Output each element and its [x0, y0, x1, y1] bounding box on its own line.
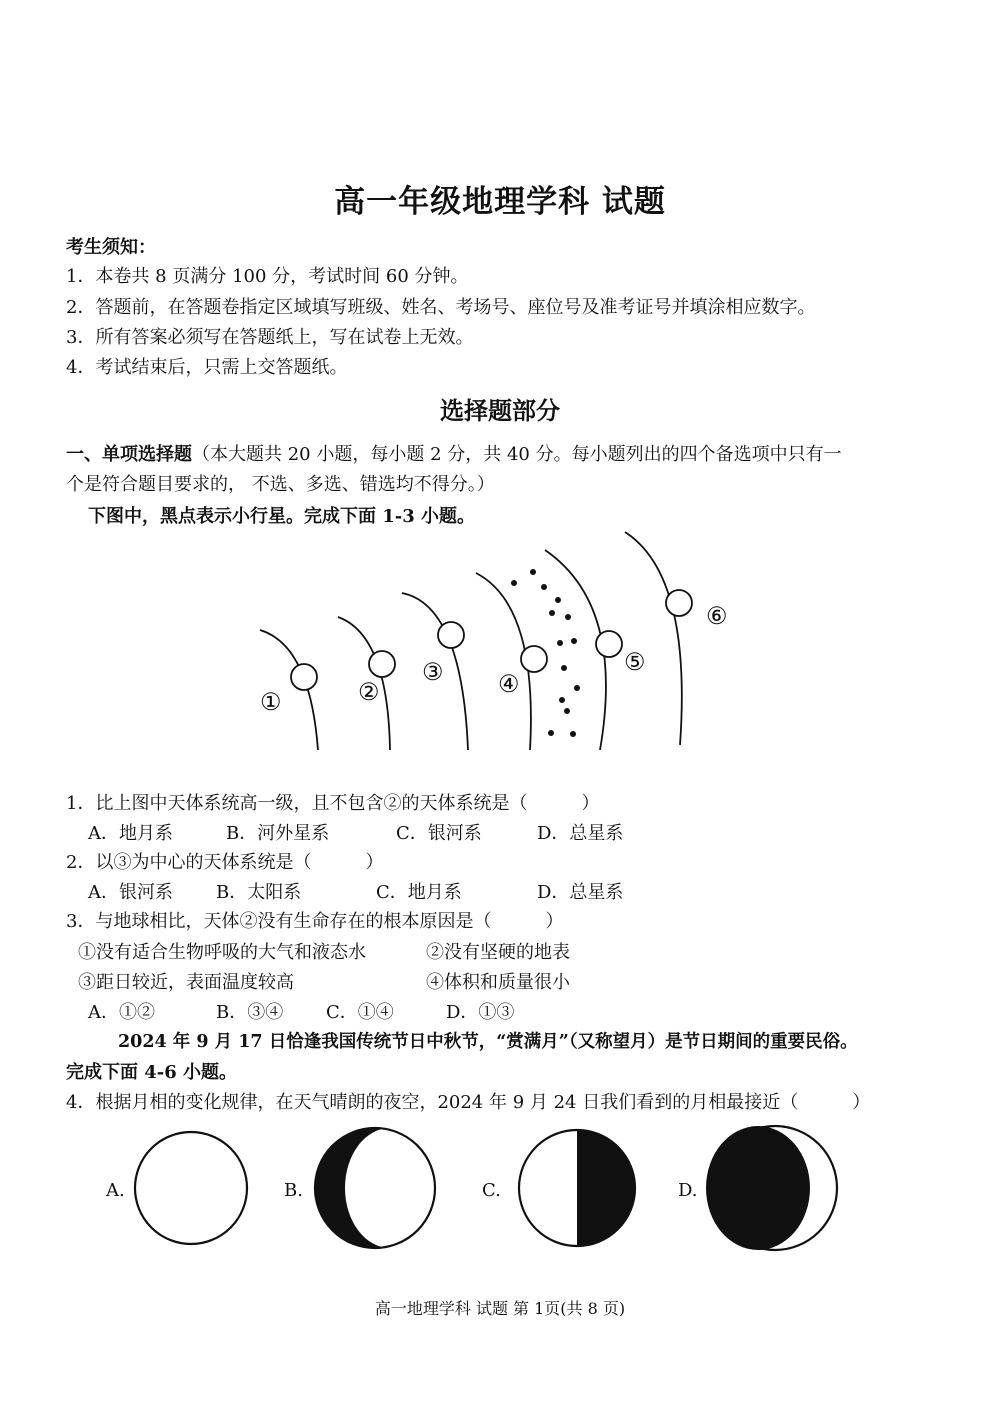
moon-label-a: A.	[106, 1180, 125, 1201]
moon-b	[315, 1128, 435, 1248]
q3-statement-2: ②没有坚硬的地表	[426, 942, 570, 963]
asteroid	[564, 708, 570, 714]
q1-option-c: C．银河系	[396, 823, 482, 844]
page-footer: 高一地理学科 试题 第 1页(共 8 页)	[374, 1299, 626, 1318]
section-title: 选择题部分	[440, 396, 560, 425]
moon-label-b: B.	[284, 1180, 303, 1201]
asteroid	[511, 580, 517, 586]
notice-item: 3．所有答案必须写在答题纸上，写在试卷上无效。	[66, 327, 474, 348]
part1-header	[66, 440, 842, 466]
q3-option-c: C．①④	[326, 1002, 394, 1023]
label-6: ⑥	[706, 602, 728, 630]
asteroid	[561, 665, 567, 671]
q3-statement-3: ③距日较近，表面温度较高	[78, 972, 294, 993]
notice-item: 4．考试结束后，只需上交答题纸。	[66, 357, 348, 378]
part1-desc-2: 个是符合题目要求的， 不选、多选、错选均不得分。）	[66, 474, 495, 495]
asteroid	[549, 610, 555, 616]
q3-stem: 3．与地球相比，天体②没有生命存在的根本原因是（ ）	[66, 911, 564, 932]
part1-heading: 一、单项选择题	[66, 444, 192, 465]
group2-intro: 2024 年 9 月 17 日恰逢我国传统节日中秋节，“赏满月”（又称望月）是节日期间的重要民俗。	[118, 1032, 858, 1052]
moon-d	[706, 1126, 837, 1250]
q3-statement-4: ④体积和质量很小	[426, 972, 570, 993]
moon-label-d: D.	[678, 1180, 698, 1201]
label-2: ②	[358, 678, 380, 706]
orbit-6	[625, 532, 682, 745]
q3-option-d: D．①③	[446, 1002, 515, 1023]
notice-item: 1．本卷共 8 页满分 100 分，考试时间 60 分钟。	[66, 266, 469, 287]
notice-item: 2．答题前，在答题卷指定区域填写班级、姓名、考场号、座位号及准考证号并填涂相应数字。	[66, 297, 816, 318]
asteroid	[548, 730, 554, 736]
label-3: ③	[422, 658, 444, 686]
asteroid	[530, 569, 536, 575]
page-title: 高一年级地理学科 试题	[334, 184, 666, 220]
q1-option-a: A．地月系	[88, 823, 173, 844]
solar-system-figure	[240, 525, 760, 775]
group2-intro-2: 完成下面 4-6 小题。	[66, 1062, 238, 1083]
moon-a	[135, 1132, 247, 1244]
planet-3	[438, 622, 464, 648]
planet-5	[596, 631, 622, 657]
planet-4	[521, 646, 547, 672]
group1-intro: 下图中，黑点表示小行星。完成下面 1-3 小题。	[88, 506, 476, 527]
q3-option-b: B．③④	[216, 1002, 284, 1023]
q2-option-d: D．总星系	[537, 882, 624, 903]
asteroid	[557, 640, 563, 646]
planet-2	[369, 651, 395, 677]
notice-heading: 考生须知：	[66, 237, 156, 258]
moon-phases-figure	[90, 1125, 850, 1255]
q1-option-d: D．总星系	[537, 823, 624, 844]
q2-option-a: A．银河系	[88, 882, 173, 903]
asteroid	[565, 614, 571, 620]
moon-c	[519, 1130, 635, 1246]
q4-stem: 4．根据月相的变化规律，在天气晴朗的夜空，2024 年 9 月 24 日我们看到的月相最接近（ ）	[66, 1092, 871, 1113]
asteroid	[555, 597, 561, 603]
asteroid	[571, 638, 577, 644]
q3-statement-1: ①没有适合生物呼吸的大气和液态水	[78, 942, 366, 963]
asteroid	[559, 697, 565, 703]
label-5: ⑤	[624, 648, 646, 676]
asteroid	[541, 584, 547, 590]
q3-option-a: A．①②	[88, 1002, 155, 1023]
asteroid	[574, 685, 580, 691]
q2-option-b: B．太阳系	[216, 882, 302, 903]
planet-6	[666, 590, 692, 616]
q1-stem: 1．比上图中天体系统高一级，且不包含②的天体系统是（ ）	[66, 793, 600, 814]
q2-option-c: C．地月系	[376, 882, 462, 903]
label-1: ①	[260, 688, 282, 716]
q2-stem: 2．以③为中心的天体系统是（ ）	[66, 852, 384, 873]
part1-desc: （本大题共 20 小题，每小题 2 分，共 40 分。每小题列出的四个备选项中只有一	[192, 444, 842, 465]
q1-option-b: B．河外星系	[226, 823, 330, 844]
moon-label-c: C.	[482, 1180, 501, 1201]
asteroid	[570, 731, 576, 737]
planet-1	[291, 664, 317, 690]
label-4: ④	[498, 670, 520, 698]
